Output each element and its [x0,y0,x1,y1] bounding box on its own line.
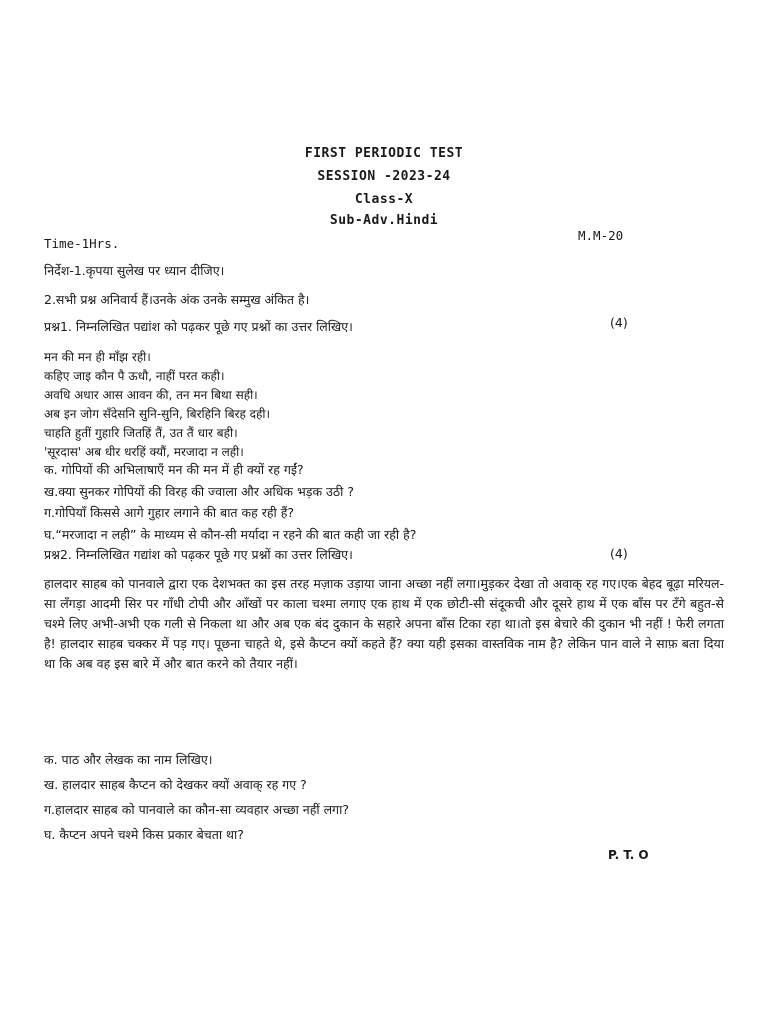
poem-line: 'सूरदास' अब धीर धरहिं क्यौं, मरजादा न लही। [44,445,244,459]
q2-subq-c: ग.हालदार साहब को पानवाले का कौन-सा व्यवहार अच्छा नहीं लगा? [44,802,349,817]
q2-prompt: प्रश्न2. निम्नलिखित गद्यांश को पढ़कर पूछे गए प्रश्नों का उत्तर लिखिए। [44,547,353,562]
q1-subq-b: ख.क्या सुनकर गोपियों की विरह की ज्वाला और अधिक भड़क उठी ? [44,484,354,499]
session-label: SESSION -2023-24 [317,169,451,184]
q1-subq-c: ग.गोपियाँ किससे आगे गुहार लगाने की बात कह रही हैं? [44,505,294,520]
poem-line: अवधि अधार आस आवन की, तन मन बिथा सही। [44,388,258,402]
q1-subq-a: क. गोपियों की अभिलाषाएँ मन की मन में ही क्यों रह गईं? [44,462,304,477]
time-label: Time-1Hrs. [44,236,120,251]
poem-line: चाहति हुतीं गुहारि जितहिं तैं, उत तैं धार बही। [44,426,238,440]
q2-marks: (4) [610,546,628,561]
class-label: Class-X [354,192,414,207]
instruction-2: 2.सभी प्रश्न अनिवार्य हैं।उनके अंक उनके सम्मुख अंकित है। [44,292,310,307]
passage-text: हालदार साहब को पानवाले द्वारा एक देशभक्त का इस तरह मज़ाक उड़ाया जाना अच्छा नहीं लगा।मुड़कर देखा तो अवाक् रह गए।एक बेहद बूढ़ा मरियल-सा लँगड़ा आदमी सिर पर गाँधी टोपी और आँखों पर काला चश्मा लगाए एक हाथ में एक छोटी-सी संदूकची और दूसरे हाथ में एक बाँस पर टँगे बहुत-से चश्मे लिए अभी-अभी एक गली से निकला था और अब एक बंद दुकान के सहारे अपना बाँस टिका रहा था।तो इस बेचारे की दुकान भी नहीं ! फेरी लगता है! हालदार साहब चक्कर में पड़ गए। पूछना चाहते थे, इसे कैप्टन क्यों कहते हैं? क्या यही इसका वास्तविक नाम है? लेकिन पान वाले ने साफ़ बता दिया था कि अब वह इस बारे में और बात करने को तैयार नहीं। [44,576,724,671]
exam-title: FIRST PERIODIC TEST [304,146,464,161]
q1-subq-d: घ.“मरजादा न लही” के माध्यम से कौन-सी मर्यादा न रहने की बात कही जा रही है? [44,527,417,542]
subject-label: Sub-Adv.Hindi [329,213,439,228]
q2-passage [44,574,724,674]
q1-prompt: प्रश्न1. निम्नलिखित पद्यांश को पढ़कर पूछे गए प्रश्नों का उत्तर लिखिए। [44,319,353,334]
poem-line: अब इन जोग सँदेसनि सुनि-सुनि, बिरहिनि बिरह दही। [44,407,271,421]
q2-subq-a: क. पाठ और लेखक का नाम लिखिए। [44,752,213,767]
instruction-1: निर्देश-1.कृपया सुलेख पर ध्यान दीजिए। [44,263,225,278]
max-marks: M.M-20 [578,228,624,243]
pto-label: P. T. O [608,848,649,862]
q2-subq-d: घ. कैप्टन अपने चश्मे किस प्रकार बेचता था? [44,827,244,842]
q1-marks: (4) [610,315,628,330]
q2-subq-b: ख. हालदार साहब कैप्टन को देखकर क्यों अवाक् रह गए ? [44,777,307,792]
poem-line: मन की मन ही माँझ रही। [44,350,151,364]
poem-line: कहिए जाइ कौन पै ऊधौ, नाहीं परत कही। [44,369,225,383]
